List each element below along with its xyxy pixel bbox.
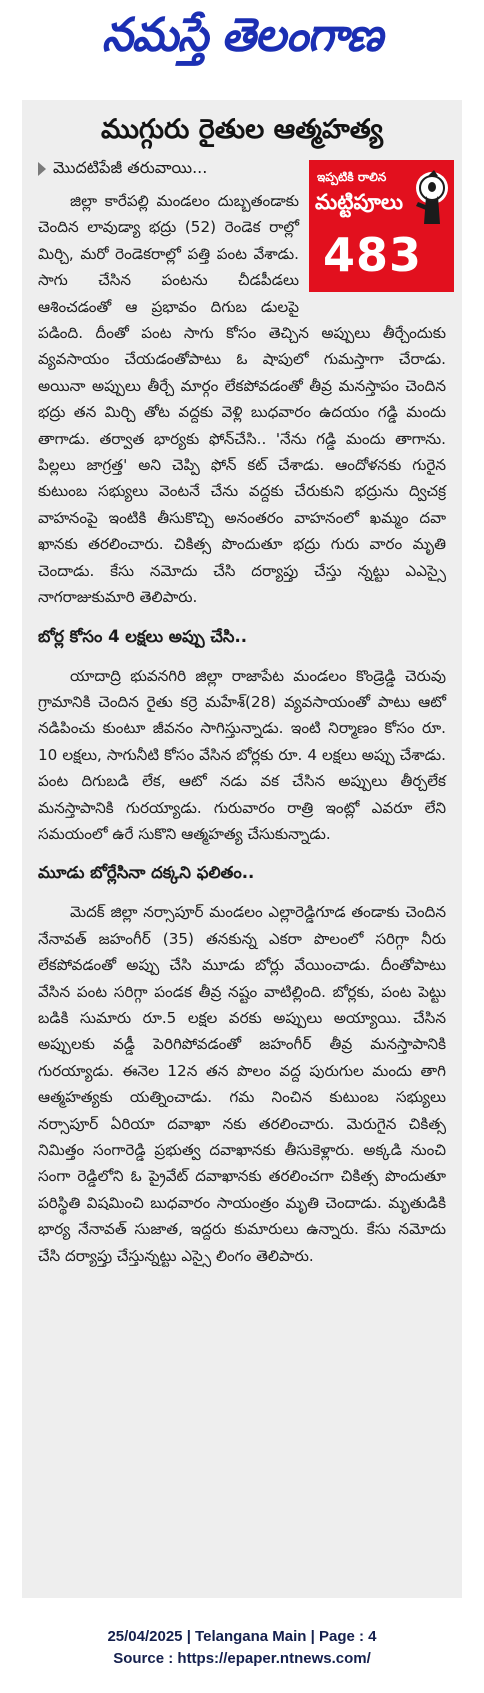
subheading-borewells: మూడు బోర్లేసినా దక్కని ఫలితం.. bbox=[38, 863, 255, 883]
footer-source-link[interactable]: Source : https://epaper.ntnews.com/ bbox=[113, 1650, 371, 1667]
article-clipping bbox=[22, 100, 462, 1598]
arrow-right-icon bbox=[38, 162, 46, 176]
death-count-badge bbox=[309, 160, 454, 292]
masthead bbox=[0, 0, 484, 82]
subheading-loans: బోర్ల కోసం 4 లక్షలు అప్పు చేసి.. bbox=[38, 626, 247, 646]
footer-edition-info: 25/04/2025 | Telangana Main | Page : 4 bbox=[107, 1628, 377, 1645]
paragraph-2: యాదాద్రి భువనగిరి జిల్లా రాజాపేట మండలం కొండ్రెడ్డి చెరువు గ్రామానికి చెందిన రైతు కర్రె మహేశ్(28) వ్యవసాయంతో పాటు ఆటో నడిపించు కుంటూ జీవనం సాగిస్తున్నాడు. ఇంటి నిర్మాణం కోసం రూ. 10 లక్షలు, సాగునీటి కోసం వేసిన బోర్లకు రూ. 4 లక్షలు అప్పు చేశాడు. పంట దిగుబడి లేక, ఆటో నడు వక చేసిన అప్పులు తీర్చలేక మనస్తాపానికి గురయ్యాడు. గురువారం రాత్రి ఇంట్లో ఎవరూ లేని సమయంలో ఉరే సుకొని ఆత్మహత్య చేసుకున్నాడు. bbox=[38, 666, 446, 843]
page-footer bbox=[0, 1626, 484, 1670]
badge-line1: ఇప్పటికి రాలిన bbox=[317, 170, 387, 184]
paragraph-1: జిల్లా కారేపల్లి మండలం దుబ్బతండాకు చెందిన లావుడ్యా భద్రు (52) రెండెక రాల్లో మిర్చి, మరో రెండెకరాల్లో పత్తి పంట వేశాడు. సాగు చేసిన పంటను చీడపీడలు ఆశించడంతో ఆ ప్రభావం దిగుబ డులపై పడింది. దీంతో పంట సాగు కోసం తెచ్చిన అప్పులు తీర్చేందుకు వ్యవసాయం చేయడంతోపాటు ఓ షాపులో గుమస్తాగా చేరాడు. అయినా అప్పులు తీర్చే మార్గం లేకపోవడంతో తీవ్ర మనస్తాపం చెందిన భద్రు తన మిర్చి తోట వద్దకు వెళ్లి బుధవారం ఉదయం గడ్డి మందు తాగాడు. తర్వాత భార్యకు ఫోన్‌చేసి.. 'నేను గడ్డి మందు తాగాను. పిల్లలు జాగ్రత్త' అని చెప్పి ఫోన్ కట్ చేశాడు. ఆందోళనకు గురైన కుటుంబ సభ్యులు వెంటనే చేను వద్దకు చేరుకుని భద్రును ద్విచక్ర వాహనంపై ఇంటికి తీసుకొచ్చి అనంతరం వాహనంలో ఖమ్మం దవా ఖానకు తరలించారు. చికిత్స పొందుతూ భద్రు గురు వారం మృతి చెందాడు. కేసు నమోదు చేసి దర్యాప్తు చేస్తు న్నట్టు ఎఎస్సై నాగరాజుకుమారి తెలిపారు. bbox=[38, 192, 446, 607]
kicker-text: మొదటిపేజీ తరువాయి... bbox=[53, 157, 208, 177]
badge-count: 483 bbox=[323, 228, 423, 282]
badge-line2: మట్టిపూలు bbox=[315, 190, 404, 214]
paragraph-3: మెదక్ జిల్లా నర్సాపూర్ మండలం ఎల్లారెడ్డిగూడ తండాకు చెందిన నేనావత్ జహంగీర్ (35) తనకున్న ఎకరా పొలంలో సరిగ్గా నీరు లేకపోవడంతో అప్పు చేసి మూడు బోర్లు వేయించాడు. దీంతోపాటు వేసిన పంట సరిగ్గా పండక తీవ్ర నష్టం వాటిల్లింది. బోర్లకు, పంట పెట్టు బడికి సుమారు రూ.5 లక్షల వరకు అప్పులు అయ్యాయి. చేసిన అప్పులకు వడ్డీ పెరిగిపోవడంతో జహంగీర్ తీవ్ర మనస్తాపానికి గురయ్యాడు. ఈనెల 12న తన పొలం వద్ద పురుగుల మందు తాగి ఆత్మహత్యకు యత్నించాడు. గమ నించిన కుటుంబ సభ్యులు నర్సాపూర్ ఏరియా దవాఖా నకు తరలించారు. మెరుగైన చికిత్స నిమిత్తం సంగారెడ్డి ప్రభుత్వ దవాఖానకు తీసుకెళ్లారు. అక్కడి నుంచి సంగా రెడ్డిలోని ఓ ప్రైవేట్ దవాఖానకు తరలించగా చికిత్స పొందుతూ పరిస్థితి విషమించి బుధవారం సాయంత్రం మృతి చెందాడు. మృతుడికి భార్య నేనావత్ సుజాత, ఇద్దరు కుమారులు ఉన్నారు. కేసు నమోదు చేసి దర్యాప్తు చేస్తున్నట్టు ఎస్సై లింగం తెలిపారు. bbox=[38, 903, 446, 1265]
newspaper-title: నమస్తే తెలంగాణ bbox=[101, 8, 383, 62]
farmer-figure-icon bbox=[404, 166, 448, 228]
article-headline: ముగ్గురు రైతుల ఆత్మహత్య bbox=[101, 114, 383, 145]
